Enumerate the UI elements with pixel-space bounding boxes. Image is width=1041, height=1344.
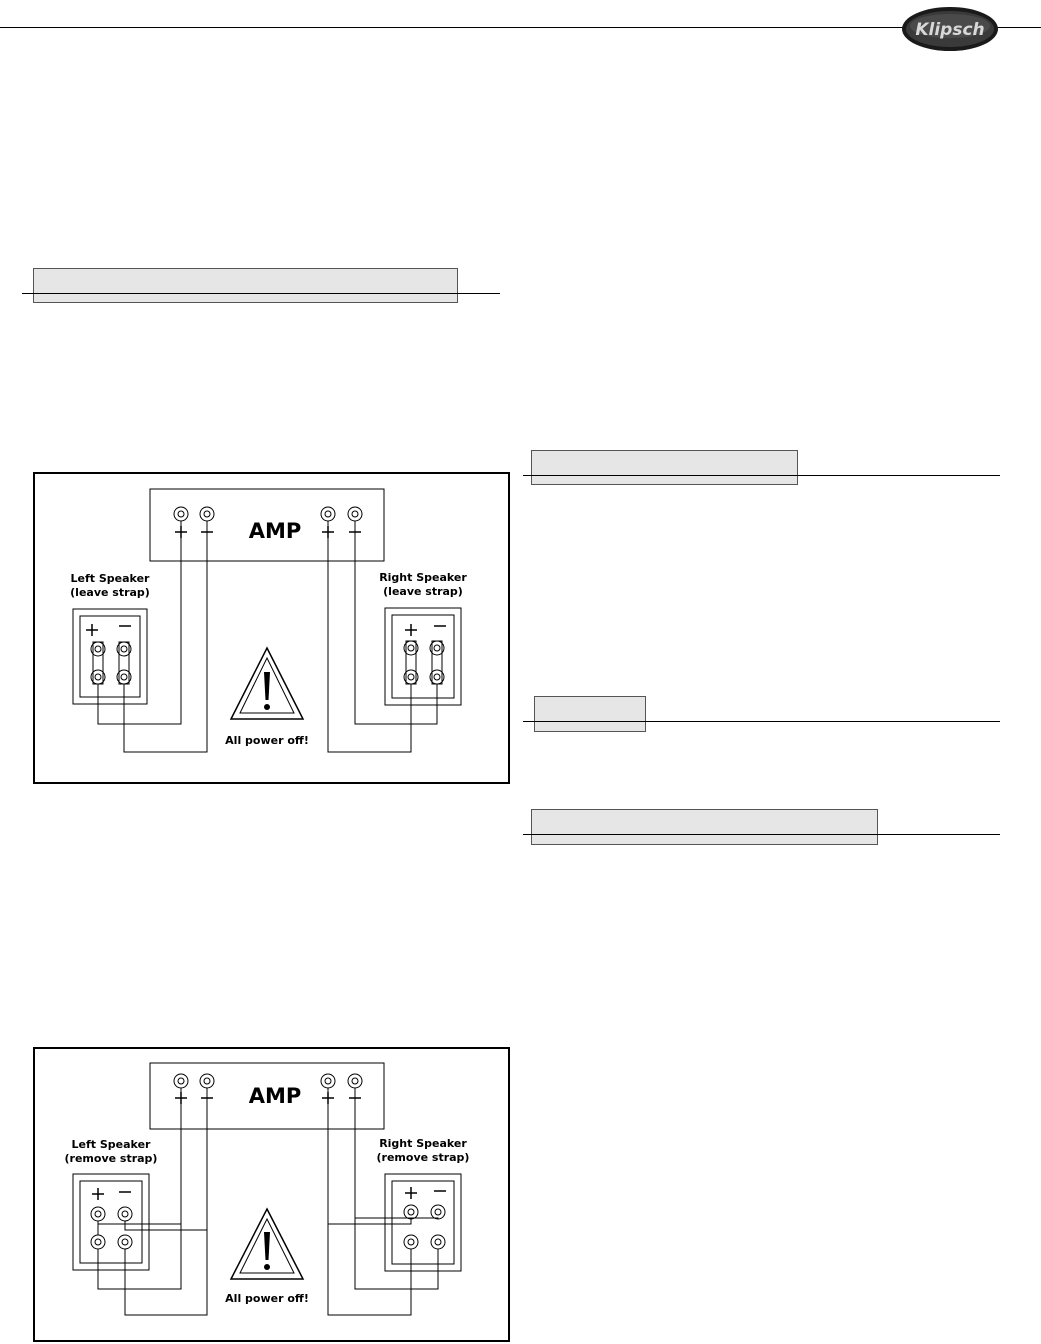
amp-label: AMP [248,1084,302,1108]
section-heading-bar-left [33,268,458,303]
warning-text: All power off! [225,1292,309,1305]
right-speaker-title: Right Speaker [379,1137,467,1150]
header-rule [0,27,1041,28]
wiring-diagram-biwire [33,1047,510,1342]
right-speaker-title: Right Speaker [379,571,467,584]
warning-text: All power off! [225,734,309,747]
warning-triangle-icon [231,1209,303,1279]
klipsch-logo [901,6,999,52]
left-speaker-terminal-plate [73,1174,149,1270]
section-heading-bar-right-2 [534,696,646,732]
left-speaker-terminal-plate [73,609,147,704]
section-heading-bar-right-1 [531,450,798,485]
section-rule-left [22,293,500,294]
right-speaker-note: (leave strap) [383,585,463,598]
left-speaker-note: (remove strap) [64,1152,158,1165]
section-rule-right-2 [523,721,1000,722]
right-speaker-terminal-plate [385,1174,461,1271]
left-speaker-note: (leave strap) [70,586,150,599]
section-rule-right-1 [523,475,1000,476]
logo-wordmark: Klipsch [915,20,985,40]
left-speaker-title: Left Speaker [71,1138,151,1151]
warning-triangle-icon [231,648,303,719]
wiring-diagram-single [33,472,510,784]
amp-label: AMP [248,519,302,543]
right-speaker-terminal-plate [385,608,461,705]
left-speaker-title: Left Speaker [70,572,150,585]
section-rule-right-3 [523,834,1000,835]
right-speaker-note: (remove strap) [376,1151,470,1164]
section-heading-bar-right-3 [531,809,878,845]
